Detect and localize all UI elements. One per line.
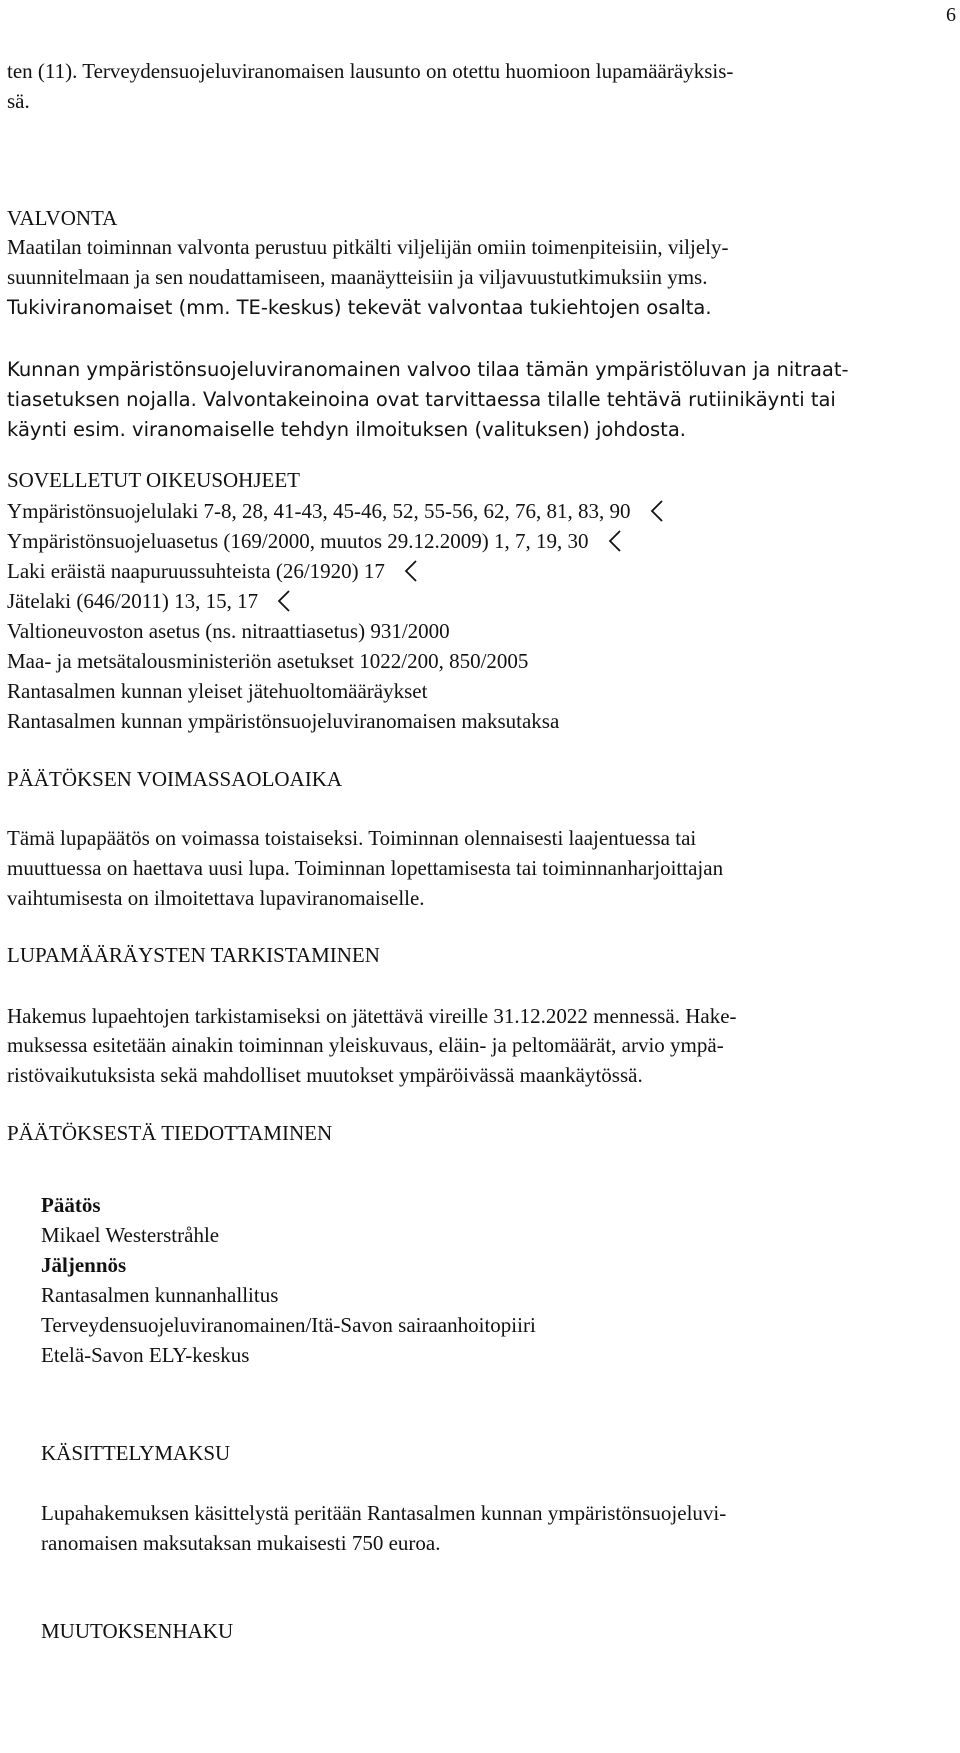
- tarkistaminen-line-1: Hakemus lupaehtojen tarkistamiseksi on jätettävä vireille 31.12.2022 mennessä. Hake-: [7, 1004, 737, 1028]
- valvonta-p2-line-2: tiasetuksen nojalla. Valvontakeinoina ovat tarvittaessa tilalle tehtävä rutiinikäynti tai: [7, 388, 836, 411]
- voimassaolo-line-2: muuttuessa on haettava uusi lupa. Toiminnan lopettamisesta tai toiminnanharjoittajan: [7, 856, 724, 880]
- valvonta-line-1: Maatilan toiminnan valvonta perustuu pitkälti viljelijän omiin toimenpiteisiin, viljely-: [7, 235, 729, 259]
- valvonta-p2-line-1: Kunnan ympäristönsuojeluviranomainen valvoo tilaa tämän ympäristöluvan ja nitraat-: [7, 358, 849, 381]
- valvonta-heading: VALVONTA: [7, 206, 118, 230]
- tarkistaminen-line-2: muksessa esitetään ainakin toiminnan yleiskuvaus, eläin- ja peltomäärät, arvio ympä-: [7, 1033, 724, 1057]
- jaljennos-recipient: Etelä-Savon ELY-keskus: [41, 1343, 250, 1367]
- kasittelymaksu-line-1: Lupahakemuksen käsittelystä peritään Rantasalmen kunnan ympäristönsuojeluvi-: [41, 1501, 727, 1525]
- law-item: [7, 558, 420, 584]
- law-item: [7, 588, 293, 614]
- law-item-text: Ympäristönsuojeluasetus (169/2000, muutos 29.12.2009) 1, 7, 19, 30: [7, 529, 589, 553]
- jaljennos-label: Jäljennös: [41, 1253, 127, 1277]
- paatos-label: Päätös: [41, 1193, 101, 1217]
- intro-line-1: ten (11). Terveydensuojeluviranomaisen lausunto on otettu huomioon lupamääräyksis-: [7, 59, 734, 83]
- law-item: Maa- ja metsätalousministeriön asetukset 1022/200, 850/2005: [7, 649, 529, 673]
- kasittelymaksu-line-2: ranomaisen maksutaksan mukaisesti 750 euroa.: [41, 1531, 441, 1555]
- law-item-text: Laki eräistä naapuruussuhteista (26/1920) 17: [7, 559, 385, 583]
- law-item-text: Ympäristönsuojelulaki 7-8, 28, 41-43, 45-46, 52, 55-56, 62, 76, 81, 83, 90: [7, 499, 631, 523]
- law-item: Rantasalmen kunnan yleiset jätehuoltomääräykset: [7, 679, 428, 703]
- law-item: [7, 528, 624, 554]
- jaljennos-recipient: Terveydensuojeluviranomainen/Itä-Savon sairaanhoitopiiri: [41, 1313, 536, 1337]
- section-mark-icon: [648, 498, 666, 524]
- law-item: Valtioneuvoston asetus (ns. nitraattiasetus) 931/2000: [7, 619, 450, 643]
- tarkistaminen-heading: LUPAMÄÄRÄYSTEN TARKISTAMINEN: [7, 943, 380, 967]
- jaljennos-recipient: Rantasalmen kunnanhallitus: [41, 1283, 279, 1307]
- page-number: 6: [946, 4, 956, 26]
- oikeusohjeet-heading: SOVELLETUT OIKEUSOHJEET: [7, 468, 300, 492]
- voimassaolo-line-1: Tämä lupapäätös on voimassa toistaiseksi. Toiminnan olennaisesti laajentuessa tai: [7, 826, 697, 850]
- valvonta-p2-line-3: käynti esim. viranomaiselle tehdyn ilmoituksen (valituksen) johdosta.: [7, 418, 686, 441]
- voimassaolo-line-3: vaihtumisesta on ilmoitettava lupaviranomaiselle.: [7, 886, 425, 910]
- tiedottaminen-heading: PÄÄTÖKSESTÄ TIEDOTTAMINEN: [7, 1121, 333, 1145]
- valvonta-line-2: suunnitelmaan ja sen noudattamiseen, maanäytteisiin ja viljavuustutkimuksiin yms.: [7, 265, 708, 289]
- muutoksenhaku-heading: MUUTOKSENHAKU: [41, 1619, 234, 1643]
- tarkistaminen-line-3: ristövaikutuksista sekä mahdolliset muutokset ympäröivässä maankäytössä.: [7, 1063, 643, 1087]
- voimassaolo-heading: PÄÄTÖKSEN VOIMASSAOLOAIKA: [7, 767, 343, 791]
- section-mark-icon: [402, 558, 420, 584]
- kasittelymaksu-heading: KÄSITTELYMAKSU: [41, 1441, 231, 1465]
- paatos-recipient: Mikael Westerstråhle: [41, 1223, 220, 1247]
- section-mark-icon: [606, 528, 624, 554]
- law-item: Rantasalmen kunnan ympäristönsuojeluviranomaisen maksutaksa: [7, 709, 560, 733]
- section-mark-icon: [275, 588, 293, 614]
- valvonta-line-3: Tukiviranomaiset (mm. TE-keskus) tekevät valvontaa tukiehtojen osalta.: [7, 296, 712, 319]
- law-item-text: Jätelaki (646/2011) 13, 15, 17: [7, 589, 259, 613]
- law-item: [7, 498, 666, 524]
- intro-line-2: sä.: [7, 89, 30, 113]
